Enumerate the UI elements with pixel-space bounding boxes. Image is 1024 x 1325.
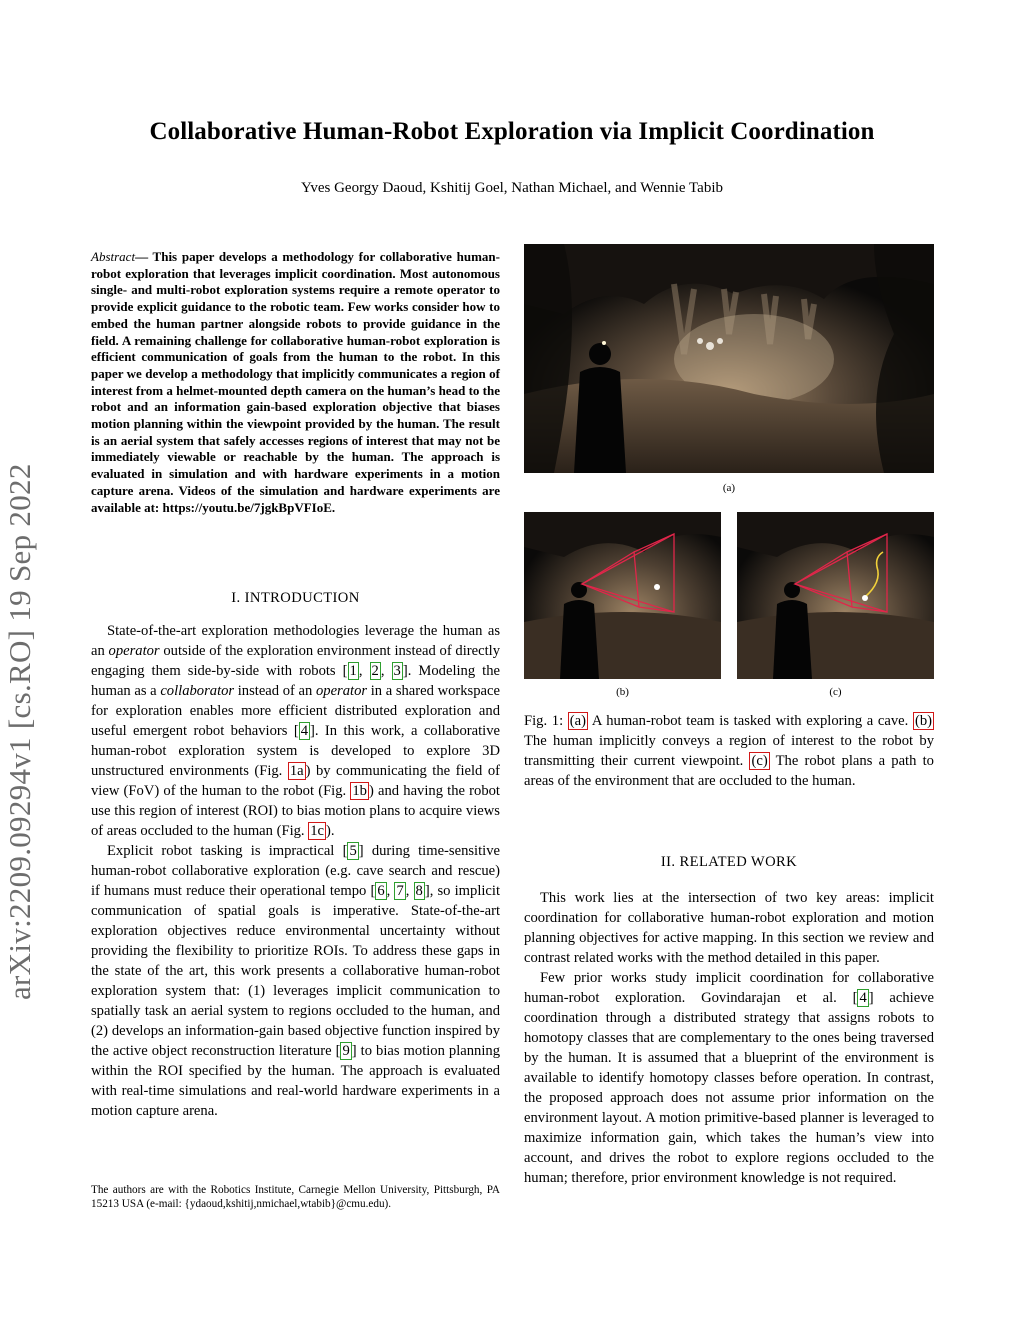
related-body [524,888,934,1188]
citation-link[interactable]: 1 [349,663,357,679]
text: in a shared workspace for exploration enables more efficient distributed exploration and useful emergent robot behaviors [91,683,500,739]
figure-1c-image [737,512,934,679]
text: ). [326,823,335,839]
author-list: Yves Georgy Daoud, Kshitij Goel, Nathan Michael, and Wennie Tabib [301,180,723,196]
text: ) and having the robot use this region of interest (ROI) to bias motion plans to acquire views of areas occluded to the human (Fig. [91,783,500,839]
cave-scene-c [737,512,934,679]
text: instead of an [234,683,316,699]
citation-link[interactable]: 4 [859,990,867,1006]
abstract-text: This paper develops a methodology for collaborative human-robot exploration that leverages implicit coordination. Most autonomous single- and multi-robot exploration systems require a remote operator to provide explicit guidance to the robotic team. Few works consider how to embed the human partner alongside robots to provide guidance in the field. A remaining challenge for collaborative human-robot exploration is efficient communication of goals from the human to the robot. In this paper we develop a methodology that implicitly communicates a region of interest from a helmet-mounted depth camera on the human’s head to the robot and an information gain-based exploration objective that biases motion planning within the viewpoint provided by the human. The result is an aerial system that safely accesses regions of interest that may not be immediately viewable or reachable by the human. The approach is evaluated in simulation and with hardware experiments in a motion capture arena. Videos of the simulation and hardware experiments are available at: https://youtu.be/7jgkBpVFIoE. [91,249,500,515]
text: outside of the exploration environment instead of directly engaging them side-by-side with robots [91,643,500,679]
text: , so implicit communication of spatial goals is imperative. State-of-the-art exploration objectives reduce environmental uncertainty without providing the flexibility to prioritize ROIs. To address these gaps in the state of the art, this work presents a collaborative human-robot exploration system that: (1) leverages implicit communication to spatially task an aerial system to regions occluded to the human, and (2) develops an information-gain based objective function inspired by the active object reconstruction literature [91,883,501,1059]
citation-link[interactable]: 4 [300,723,308,739]
text: State-of-the-art exploration methodologies leverage the human as an [91,623,500,659]
figure-ref-link[interactable]: (b) [914,713,932,729]
intro-paragraph-1: State-of-the-art exploration methodologies leverage the human as an operator outside of the exploration environment instead of directly engaging them side-by-side with robots [ 1 , 2 , 3 ]. Modeling the human as a collaborator instead of an operator in a shared workspace for exploration enables more efficient distributed exploration and useful emergent robot behaviors [ 4 ]. In this work, a collaborative human-robot exploration system is developed to explore 3D unstructured environments (Fig. 1a ) by communicating the field of view (FoV) of the human to the robot (Fig. 1b ) and having the robot use this region of interest (ROI) to bias motion plans to acquire views of areas occluded to the human (Fig. 1c ). [91,623,501,839]
text: achieve coordination through a distributed strategy that assigns robots to homotopy classes that are complementary to the ones being traversed by the human. It is assumed that a blueprint of the environment is available to identify homotopy classes before operation. In contrast, the proposed approach does not assume prior information on the environment layout. A motion primitive-based planner is leveraged to maximize information gain, which takes the human’s view into account, and drives the robot to explore regions occluded to the human; therefore, prior environment knowledge is not required. [524,990,934,1186]
citation-link[interactable]: 5 [349,843,357,859]
cave-scene-a [524,244,934,473]
figure-1a-image [524,244,934,473]
footnote: The authors are with the Robotics Institute, Carnegie Mellon University, Pittsburgh, PA 15213 USA (e-mail: {ydaoud,kshitij,nmichael,wtabib}@cmu.edu). [91,1184,500,1210]
text: . In this work, a collaborative human-robot exploration system is developed to explore 3D unstructured environments (Fig. [91,723,501,779]
figure-1b-image [524,512,721,679]
citation-link[interactable]: 9 [342,1043,350,1059]
intro-body [91,621,500,1121]
text: The human implicitly conveys a region of interest to the robot by transmitting their current viewpoint. [524,733,934,769]
caption-prefix: Fig. 1: [524,713,568,729]
intro-heading: I. INTRODUCTION [231,590,360,606]
citation-link[interactable]: 7 [396,883,404,899]
text: to bias motion planning within the ROI specified by the human. The approach is evaluated with real-time simulations and real-world hardware experiments in a motion capture arena. [91,1043,500,1119]
figure-label-a: (a) [722,482,736,494]
text: ) by communicating the field of view (FoV) of the human to the robot (Fig. [91,763,500,799]
figure-label-c: (c) [829,686,842,698]
cave-scene-b [524,512,721,679]
abstract [91,249,500,516]
abstract-dash: — [135,249,149,264]
text: The robot plans a path to areas of the environment that are occluded to the human. [524,753,934,789]
figure-ref-link[interactable]: (a) [569,713,586,729]
emphasis: collaborator [160,683,235,699]
figure-ref-link[interactable]: (c) [751,753,768,769]
intro-paragraph-2: Explicit robot tasking is impractical [ 5 ] during time-sensitive human-robot collaborative exploration (e.g. cave search and rescue) if humans must reduce their operational tempo [ 6 , 7 , 8 ], so implicit communication of spatial goals is imperative. State-of-the-art exploration objectives reduce environmental uncertainty without providing the flexibility to prioritize ROIs. To address these gaps in the state of the art, this work presents a collaborative human-robot exploration system that: (1) leverages implicit communication to spatially task an aerial system to regions occluded to the human, and (2) develops an information-gain based objective function inspired by the active object reconstruction literature [ 9 ] to bias motion planning within the ROI specified by the human. The approach is evaluated with real-time simulations and real-world hardware experiments in a motion capture arena. [91,843,501,1119]
text: . Modeling the human as a [91,663,501,699]
related-paragraph-1: This work lies at the intersection of two key areas: implicit coordination for collaborative human-robot exploration and motion planning objectives for active mapping. In this section we review and contrast related works with the method detailed in this paper. [524,890,934,966]
arxiv-stamp: arXiv:2209.09294v1 [cs.RO] 19 Sep 2022 [2,463,37,1000]
related-paragraph-2: Few prior works study implicit coordination for collaborative human-robot exploration. Govindarajan et al. [ 4 ] achieve coordination through a distributed strategy that assigns robots to homotopy classes that are complementary to the ones being traversed by the human. It is assumed that a blueprint of the environment is available to identify homotopy classes before operation. In contrast, the proposed approach does not assume prior information on the environment layout. A motion primitive-based planner is leveraged to maximize information gain, which takes the human’s view into account, and drives the robot to explore regions occluded to the human; therefore, prior environment knowledge is not required. [524,970,934,1186]
text: A human-robot team is tasked with exploring a cave. [587,713,913,729]
citation-link[interactable]: 8 [415,883,423,899]
abstract-lead: Abstract [91,249,136,264]
figure-ref-link[interactable]: 1a [289,763,304,779]
figure-ref-link[interactable]: 1c [310,823,324,839]
citation-link[interactable]: 6 [377,883,385,899]
emphasis: operator [315,683,368,699]
emphasis: operator [108,643,160,659]
figure-label-b: (b) [616,686,629,698]
citation-link[interactable]: 2 [371,663,379,679]
text: during time-sensitive human-robot collaborative exploration (e.g. cave search and rescue) if humans must reduce their operational tempo [91,843,500,899]
citation-link[interactable]: 3 [393,663,401,679]
paper-title: Collaborative Human-Robot Exploration via Implicit Coordination [149,118,875,145]
text: Few prior works study implicit coordination for collaborative human-robot exploration. Govindarajan et al. [524,970,934,1006]
related-heading: II. RELATED WORK [660,854,798,870]
text: Explicit robot tasking is impractical [107,843,343,859]
figure-ref-link[interactable]: 1b [352,783,367,799]
figure-caption [524,711,934,791]
